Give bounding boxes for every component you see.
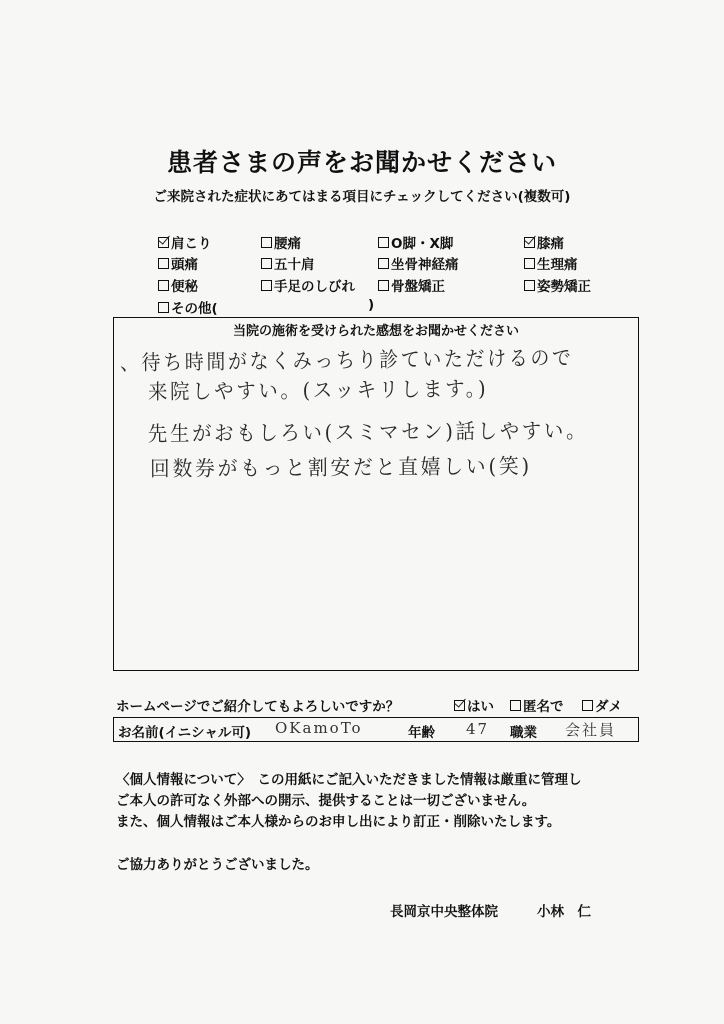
homepage-option-no[interactable] [582, 695, 622, 715]
symptom-checkbox[interactable] [524, 258, 535, 269]
symptom-label: 生理痛 [537, 257, 578, 273]
symptom-label: 便秘 [171, 279, 198, 295]
symptom-option-zakotsu[interactable] [378, 253, 459, 273]
job-value[interactable]: 会社員 [565, 721, 617, 739]
symptom-option-hizatsuu[interactable] [524, 232, 564, 252]
symptom-option-shisei[interactable] [524, 275, 591, 295]
homepage-option-label: はい [467, 699, 494, 715]
symptom-option-shibire[interactable] [261, 275, 355, 295]
homepage-question: ホームページでご紹介してもよろしいですか？ [116, 699, 400, 715]
symptom-checkbox[interactable] [261, 237, 272, 248]
name-value[interactable]: OKamoTo [275, 719, 363, 737]
age-value[interactable]: 47 [466, 720, 490, 738]
homepage-option-anonymous[interactable] [510, 695, 564, 715]
homepage-option-label: ダメ [595, 699, 622, 715]
symptom-checkbox[interactable] [378, 280, 389, 291]
symptom-label: 姿勢矯正 [537, 279, 591, 295]
symptom-label: O脚・X脚 [391, 236, 454, 252]
symptom-label: 五十肩 [274, 257, 315, 273]
comment-line: 来院しやすい。(スッキリします。) [147, 376, 489, 404]
symptom-checkbox[interactable] [524, 280, 535, 291]
comment-line: 先生がおもしろい(スミマセン)話しやすい。 [147, 418, 589, 446]
symptom-checkbox[interactable] [158, 302, 169, 313]
practitioner-name: 小林 仁 [537, 904, 591, 920]
privacy-line: また、個人情報はご本人様からのお申し出により訂正・削除いたします。 [116, 814, 561, 830]
symptom-option-seiritsuu[interactable] [524, 253, 578, 273]
thanks-text: ご協力ありがとうございました。 [116, 857, 319, 873]
homepage-option-label: 匿名で [523, 699, 564, 715]
symptom-label: 手足のしびれ [274, 279, 355, 295]
privacy-line: 〈個人情報について〉 この用紙にご記入いただきました情報は厳重に管理し [116, 772, 582, 788]
symptom-option-zutsuu[interactable] [158, 253, 198, 273]
comment-line: 回数券がもっと割安だと直嬉しい(笑) [149, 454, 533, 481]
symptom-label: その他( [171, 301, 218, 317]
symptom-option-kotsuban[interactable] [378, 275, 445, 295]
symptom-checkbox[interactable] [158, 280, 169, 291]
homepage-option-yes[interactable] [454, 695, 494, 715]
symptom-checkbox[interactable] [261, 258, 272, 269]
name-label: お名前(イニシャル可) [118, 725, 252, 741]
symptom-option-katakori[interactable] [158, 232, 212, 252]
symptom-label: 頭痛 [171, 257, 198, 273]
symptom-checkbox[interactable] [158, 237, 169, 248]
homepage-checkbox[interactable] [510, 700, 521, 711]
symptom-label: 骨盤矯正 [391, 279, 445, 295]
symptom-other-close: ) [368, 297, 375, 313]
symptom-label: 坐骨神経痛 [391, 257, 459, 273]
job-label: 職業 [510, 725, 537, 741]
symptom-checkbox[interactable] [158, 258, 169, 269]
homepage-checkbox[interactable] [454, 700, 465, 711]
symptom-label: 腰痛 [274, 236, 301, 252]
symptom-label: 肩こり [171, 236, 212, 252]
privacy-line: ご本人の許可なく外部への開示、提供することは一切ございません。 [116, 793, 536, 809]
symptom-option-okyaku[interactable] [378, 232, 453, 252]
symptom-checkbox[interactable] [261, 280, 272, 291]
symptom-checkbox[interactable] [378, 237, 389, 248]
form-subtitle: ご来院された症状にあてはまる項目にチェックしてください(複数可) [153, 189, 571, 205]
symptom-option-youtsuu[interactable] [261, 232, 301, 252]
homepage-checkbox[interactable] [582, 700, 593, 711]
symptom-option-benpi[interactable] [158, 275, 198, 295]
symptom-checkbox[interactable] [524, 237, 535, 248]
age-label: 年齢 [408, 725, 435, 741]
symptom-option-other[interactable] [158, 297, 218, 317]
symptom-checkbox[interactable] [378, 258, 389, 269]
comment-heading: 当院の施術を受けられた感想をお聞かせください [232, 324, 519, 339]
form-title: 患者さまの声をお聞かせください [166, 148, 557, 177]
comment-line: 、待ち時間がなくみっちり診ていただけるので [119, 345, 574, 375]
clinic-name: 長岡京中央整体院 [390, 904, 498, 920]
symptom-option-gojuukata[interactable] [261, 253, 315, 273]
symptom-label: 膝痛 [537, 236, 564, 252]
